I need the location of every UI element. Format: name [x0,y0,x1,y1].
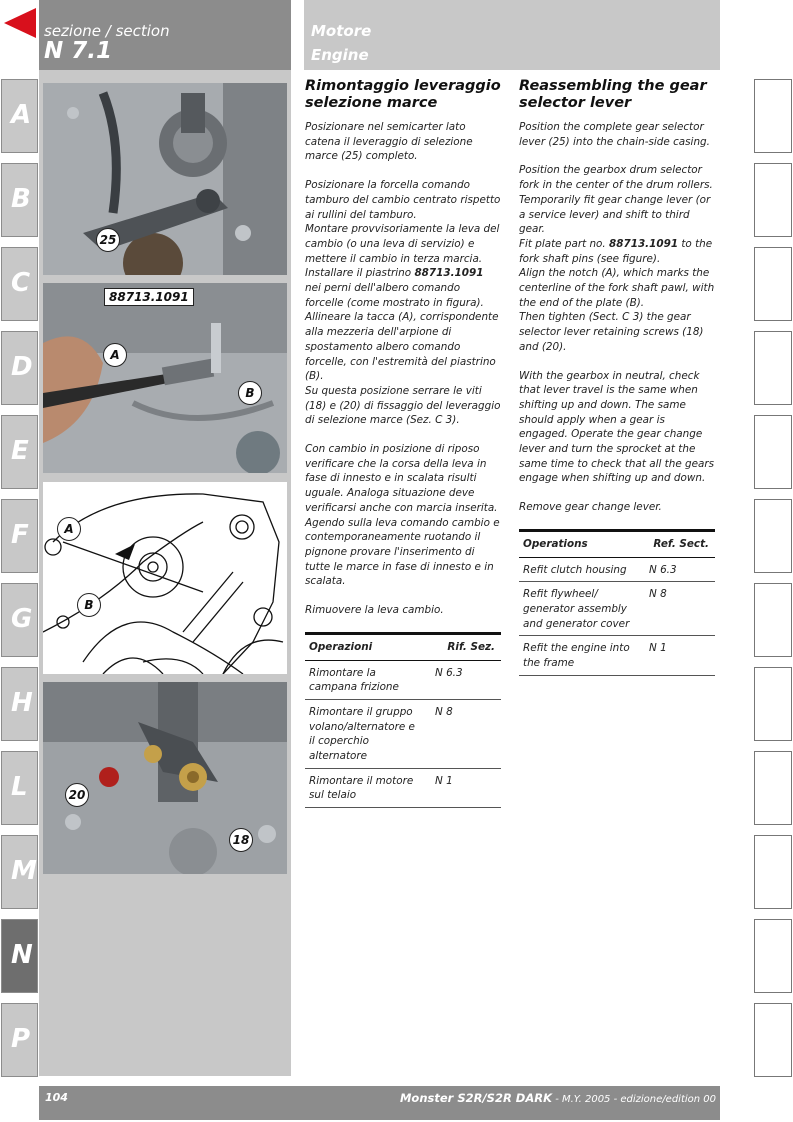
back-arrow-icon[interactable] [4,8,36,38]
table-header: Ref. Sect. [637,530,715,557]
index-box [754,331,792,405]
table-header-row [519,530,715,557]
italian-p2: Posizionare la forcella comando tamburo del cambio centrato rispetto ai rullini del tamburo. [305,179,501,221]
table-header: Rif. Sez. [423,633,501,660]
section-label: sezione / section [44,22,170,40]
italian-column [305,78,501,808]
tab-l[interactable]: L [1,751,38,825]
operations-table-en [519,529,715,676]
part-label: 88713.1091 [104,288,194,306]
page-number: 104 [45,1091,68,1104]
section-number: N 7.1 [44,38,113,64]
part-number: 88713.1091 [609,237,679,250]
table-row [519,557,715,582]
tab-n[interactable]: N [1,919,38,993]
table-cell: Rimontare la campana frizione [305,660,423,699]
callout-a: A [57,517,81,541]
index-box [754,499,792,573]
index-box [754,751,792,825]
english-p5: Then tighten (Sect. C 3) the gear selector lever retaining screws (18) and (20). [519,311,704,353]
english-column [519,78,715,676]
index-box [754,247,792,321]
model-info: Monster S2R/S2R DARK - M.Y. 2005 - edizione/edition 00 [399,1091,716,1105]
diagram-alignment [43,482,287,674]
italian-p7: Rimuovere la leva cambio. [305,604,444,617]
table-cell: N 6.3 [423,660,501,699]
photo-plate-tool [43,283,287,473]
callout-a: A [103,343,127,367]
index-box [754,79,792,153]
table-cell: N 1 [637,636,715,675]
english-p6: With the gearbox in neutral, check that lever travel is the same when shifting up and down. The same should apply when a gear is engaged. Operate the gear change lever and turn the sprocket at the same time to check that all the gears engage when shifting up and down. [519,369,715,485]
italian-p5: Su questa posizione serrare le viti (18) e (20) di fissaggio del leveraggio di selezione marce (Sez. C 3). [305,384,501,427]
page-footer [39,1086,720,1120]
table-cell: Refit flywheel/ generator assembly and generator cover [519,582,637,636]
table-cell: N 6.3 [637,557,715,582]
tab-a[interactable]: A [1,79,38,153]
tab-e[interactable]: E [1,415,38,489]
callout-b: B [77,593,101,617]
table-row [519,636,715,675]
table-cell: N 8 [637,582,715,636]
table-cell: N 1 [423,768,501,807]
tab-b[interactable]: B [1,163,38,237]
callout-18: 18 [229,828,253,852]
table-cell: Rimontare il motore sul telaio [305,768,423,807]
table-cell: Refit the engine into the frame [519,636,637,675]
table-cell: Rimontare il gruppo volano/alternatore e il coperchio alternatore [305,699,423,768]
tab-m[interactable]: M [1,835,38,909]
index-box [754,163,792,237]
index-box [754,583,792,657]
index-box [754,1003,792,1077]
english-p2: Position the gearbox drum selector fork in the center of the drum rollers. Temporarily fit gear change lever (or a service lever) and shift to third gear. [519,164,713,236]
english-p4: Align the notch (A), which marks the centerline of the fork shaft pawl, with the end of the plate (B). [519,267,715,309]
italian-p1: Posizionare nel semicarter lato catena il leveraggio di selezione marce (25) completo. [305,121,473,163]
english-p7: Remove gear change lever. [519,501,662,514]
italian-p6: Con cambio in posizione di riposo verificare che la corsa della leva in fase di innesto e in scalata risulti uguale. Analoga situazione deve verificarsi anche con marcia inserita. Agendo sulla leva comando cambio e contemporaneamente ruotando il pignone provare l'inserimento di tutte le marce in fase di innesto e in scalata. [305,443,500,588]
tab-p[interactable]: P [1,1003,38,1077]
index-box [754,415,792,489]
tab-g[interactable]: G [1,583,38,657]
tab-c[interactable]: C [1,247,38,321]
tab-h[interactable]: H [1,667,38,741]
table-header: Operations [519,530,637,557]
tab-d[interactable]: D [1,331,38,405]
callout-20: 20 [65,783,89,807]
italian-title: Rimontaggio leveraggio selezione marce [305,78,501,111]
tab-f[interactable]: F [1,499,38,573]
index-box [754,919,792,993]
index-box [754,667,792,741]
table-header: Operazioni [305,633,423,660]
table-header-row [305,633,501,660]
callout-b: B [238,381,262,405]
table-row [305,699,501,768]
table-row [519,582,715,636]
chapter-title-en: Engine [311,46,369,64]
english-title: Reassembling the gear selector lever [519,78,707,111]
part-number: 88713.1091 [414,267,484,280]
italian-p4: Allineare la tacca (A), corrispondente alla mezzeria dell'arpione di spostamento albero comando forcelle, con l'estremità del piastrino (B). [305,311,499,383]
table-row [305,768,501,807]
english-p1: Position the complete gear selector lever (25) into the chain-side casing. [519,121,710,148]
chapter-title-it: Motore [311,22,372,40]
english-p3: Fit plate part no. 88713.1091 to the fork shaft pins (see figure). [519,237,713,265]
table-cell: Refit clutch housing [519,557,637,582]
callout-25: 25 [96,228,120,252]
table-cell: N 8 [423,699,501,768]
italian-p3: Montare provvisoriamente la leva del cambio (o una leva di servizio) e mettere il cambio in terza marcia. Installare il piastrino 88713.1091 nei perni dell'albero comando forcelle (come mostrato in figura). [305,223,500,309]
index-box [754,835,792,909]
operations-table-it [305,632,501,808]
table-row [305,660,501,699]
photo-selector-lever [43,83,287,275]
